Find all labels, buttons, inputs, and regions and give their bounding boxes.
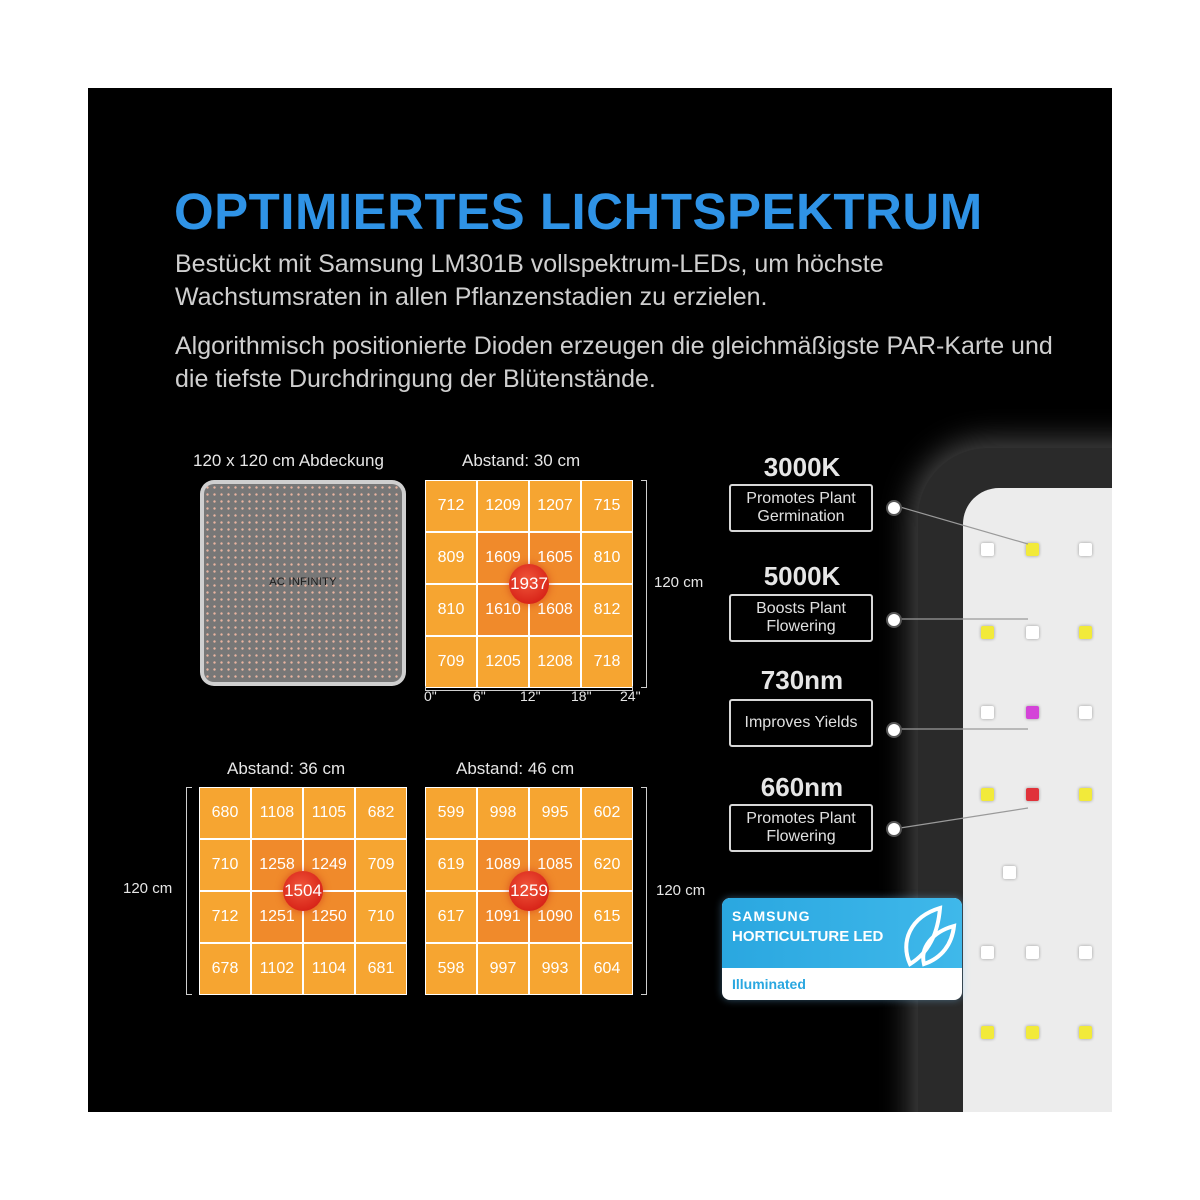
par-hotspot: 1259 bbox=[509, 871, 549, 911]
par-cell: 1251 bbox=[252, 892, 302, 942]
par-cell: 812 bbox=[582, 585, 632, 635]
par-cell: 617 bbox=[426, 892, 476, 942]
tick-24: 24" bbox=[620, 688, 641, 704]
par-cell: 1608 bbox=[530, 585, 580, 635]
samsung-horticulture-badge bbox=[722, 898, 962, 1000]
par-cell: 712 bbox=[426, 481, 476, 531]
par-cell: 1104 bbox=[304, 944, 354, 994]
spec-660nm-heading: 660nm bbox=[760, 772, 844, 802]
spec-660nm-dot bbox=[886, 821, 902, 837]
lamp-brand-text: AC INFINITY bbox=[269, 576, 337, 588]
par-cell: 681 bbox=[356, 944, 406, 994]
par-cell: 1208 bbox=[530, 637, 580, 687]
par-cell: 1610 bbox=[478, 585, 528, 635]
par-cell: 810 bbox=[426, 585, 476, 635]
description-paragraph-1: Bestückt mit Samsung LM301B vollspektrum-LEDs, um höchste Wachstumsraten in allen Pflanzenstadien zu erzielen. bbox=[175, 250, 884, 311]
par-cell: 1250 bbox=[304, 892, 354, 942]
map-36-label: Abstand: 36 cm bbox=[227, 759, 346, 778]
par-cell: 1085 bbox=[530, 840, 580, 890]
tick-6: 6" bbox=[473, 688, 486, 704]
map-46-label: Abstand: 46 cm bbox=[456, 759, 575, 778]
par-cell: 1102 bbox=[252, 944, 302, 994]
par-hotspot: 1937 bbox=[509, 564, 549, 604]
par-cell: 710 bbox=[200, 840, 250, 890]
par-cell: 598 bbox=[426, 944, 476, 994]
par-cell: 1089 bbox=[478, 840, 528, 890]
par-cell: 709 bbox=[426, 637, 476, 687]
par-cell: 1105 bbox=[304, 788, 354, 838]
par-cell: 715 bbox=[582, 481, 632, 531]
par-cell: 682 bbox=[356, 788, 406, 838]
par-cell: 810 bbox=[582, 533, 632, 583]
par-cell: 709 bbox=[356, 840, 406, 890]
tick-18: 18" bbox=[571, 688, 592, 704]
par-cell: 1249 bbox=[304, 840, 354, 890]
spec-3000k-dot bbox=[886, 500, 902, 516]
spec-3000k-heading: 3000K bbox=[763, 452, 841, 482]
spec-3000k-box: Promotes Plant Germination bbox=[729, 484, 873, 532]
par-cell: 1258 bbox=[252, 840, 302, 890]
par-cell: 809 bbox=[426, 533, 476, 583]
par-cell: 1091 bbox=[478, 892, 528, 942]
par-cell: 718 bbox=[582, 637, 632, 687]
product-panel bbox=[88, 88, 1112, 1112]
spec-730nm-dot bbox=[886, 722, 902, 738]
spec-660nm-box: Promotes Plant Flowering bbox=[729, 804, 873, 852]
spec-730nm-heading: 730nm bbox=[760, 665, 844, 695]
par-cell: 1207 bbox=[530, 481, 580, 531]
par-cell: 1205 bbox=[478, 637, 528, 687]
leaf-icon bbox=[890, 902, 960, 968]
coverage-label: 120 x 120 cm Abdeckung bbox=[193, 451, 384, 470]
par-cell: 680 bbox=[200, 788, 250, 838]
spec-5000k-heading: 5000K bbox=[763, 561, 841, 591]
map-30-side-label: 120 cm bbox=[654, 574, 704, 591]
map-46-side-label: 120 cm bbox=[656, 882, 706, 899]
par-cell: 998 bbox=[478, 788, 528, 838]
spec-5000k-box: Boosts Plant Flowering bbox=[729, 594, 873, 642]
tick-12: 12" bbox=[520, 688, 541, 704]
par-cell: 1209 bbox=[478, 481, 528, 531]
map-36-side-label: 120 cm bbox=[123, 880, 173, 897]
par-cell: 604 bbox=[582, 944, 632, 994]
par-cell: 1609 bbox=[478, 533, 528, 583]
par-cell: 1108 bbox=[252, 788, 302, 838]
par-cell: 602 bbox=[582, 788, 632, 838]
par-cell: 615 bbox=[582, 892, 632, 942]
par-cell: 712 bbox=[200, 892, 250, 942]
badge-subtitle: HORTICULTURE LED bbox=[732, 928, 884, 945]
spec-5000k-dot bbox=[886, 612, 902, 628]
par-cell: 997 bbox=[478, 944, 528, 994]
par-hotspot: 1504 bbox=[283, 871, 323, 911]
par-cell: 620 bbox=[582, 840, 632, 890]
par-cell: 599 bbox=[426, 788, 476, 838]
par-cell: 710 bbox=[356, 892, 406, 942]
par-cell: 1605 bbox=[530, 533, 580, 583]
page-title: OPTIMIERTES LICHTSPEKTRUM bbox=[174, 183, 983, 240]
badge-footer: Illuminated bbox=[732, 976, 806, 992]
par-cell: 619 bbox=[426, 840, 476, 890]
map-30-label: Abstand: 30 cm bbox=[462, 451, 581, 470]
par-cell: 995 bbox=[530, 788, 580, 838]
description-paragraph-2: Algorithmisch positionierte Dioden erzeugen die gleichmäßigste PAR-Karte und die tiefste Durchdringung der Blütenstände. bbox=[175, 332, 1053, 393]
spec-730nm-box: Improves Yields bbox=[729, 699, 873, 747]
par-cell: 678 bbox=[200, 944, 250, 994]
par-cell: 993 bbox=[530, 944, 580, 994]
tick-0: 0" bbox=[424, 688, 437, 704]
par-cell: 1090 bbox=[530, 892, 580, 942]
badge-brand: SAMSUNG bbox=[732, 908, 811, 924]
